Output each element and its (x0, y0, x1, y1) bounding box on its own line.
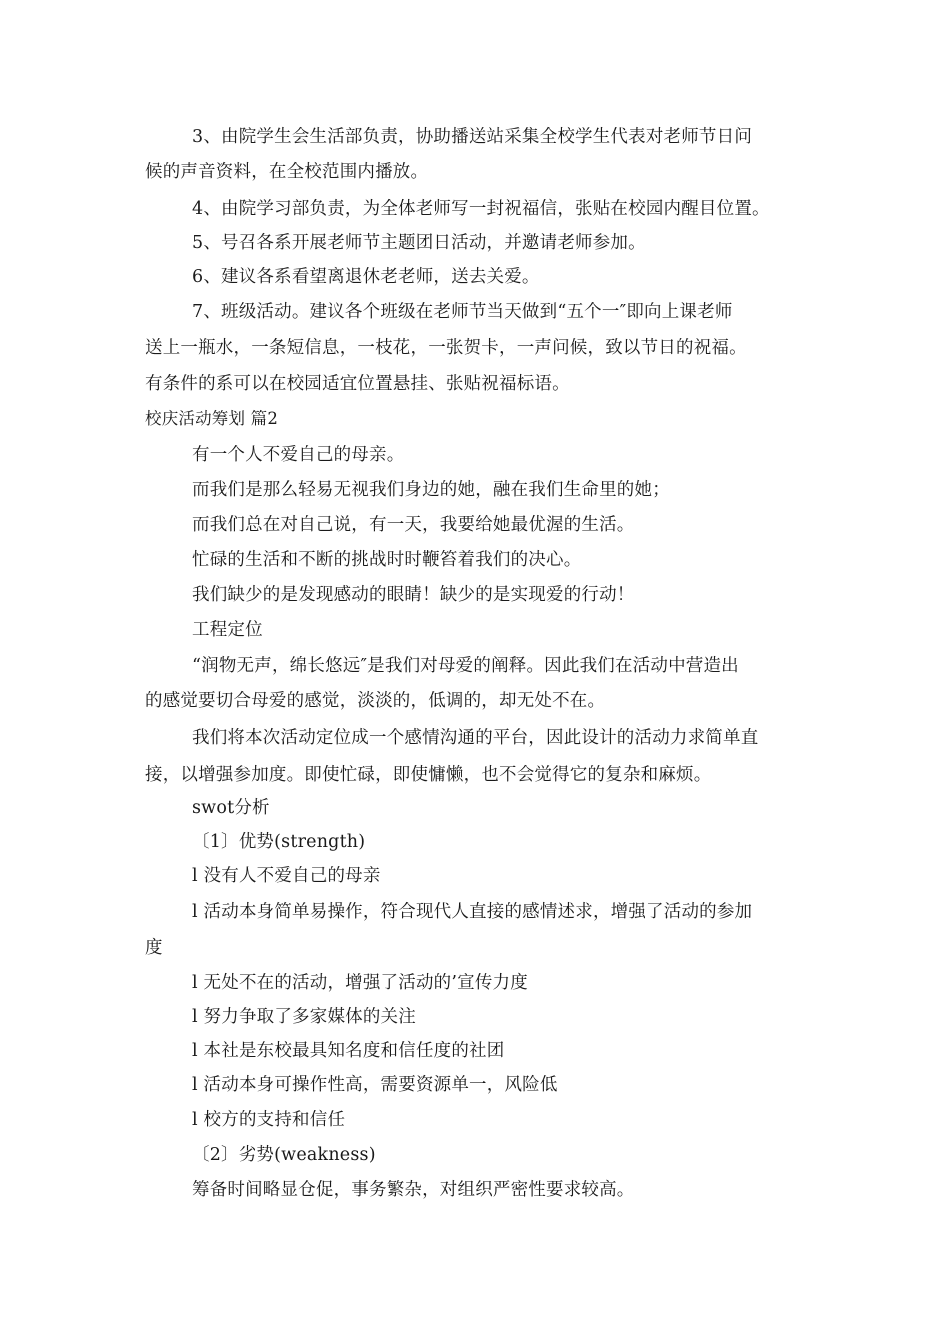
paragraph-line: 而我们总在对自己说，有一天，我要给她最优渥的生活。 (192, 515, 635, 535)
list-item: l 活动本身简单易操作，符合现代人直接的感情述求，增强了活动的参加 (192, 902, 753, 922)
paragraph-line: 我们将本次活动定位成一个感情沟通的平台，因此设计的活动力求简单直 (192, 728, 759, 748)
list-item: l 活动本身可操作性高，需要资源单一，风险低 (192, 1075, 558, 1095)
list-item: l 无处不在的活动，增强了活动的’宣传力度 (192, 973, 528, 993)
paragraph-line: “润物无声，绵长悠远″是我们对母爱的阐释。因此我们在活动中营造出 (192, 656, 739, 676)
paragraph-line: 接，以增强参加度。即使忙碌，即使慵懒，也不会觉得它的复杂和麻烦。 (145, 765, 712, 785)
paragraph-line: 有一个人不爱自己的母亲。 (192, 445, 405, 465)
list-item: l 校方的支持和信任 (192, 1110, 346, 1130)
paragraph-line: 5、号召各系开展老师节主题团日活动，并邀请老师参加。 (192, 233, 646, 253)
paragraph-line: 忙碌的生活和不断的挑战时时鞭笞着我们的决心。 (192, 550, 582, 570)
subsection-heading: 工程定位 (192, 620, 263, 640)
paragraph-line: 送上一瓶水，一条短信息，一枝花，一张贺卡，一声问候，致以节日的祝福。 (145, 338, 747, 358)
paragraph-line: 6、建议各系看望离退休老老师，送去关爱。 (192, 267, 540, 287)
paragraph-line: 4、由院学习部负责，为全体老师写一封祝福信，张贴在校园内醒目位置。 (192, 199, 770, 219)
subsection-heading: swot分析 (192, 798, 270, 818)
paragraph-line: 有条件的系可以在校园适宜位置悬挂、张贴祝福标语。 (145, 374, 570, 394)
list-item: l 本社是东校最具知名度和信任度的社团 (192, 1041, 505, 1061)
list-item-continuation: 度 (145, 938, 163, 958)
list-heading: 〔1〕优势(strength) (192, 832, 366, 852)
paragraph-line: 筹备时间略显仓促，事务繁杂，对组织严密性要求较高。 (192, 1180, 635, 1200)
paragraph-line: 而我们是那么轻易无视我们身边的她，融在我们生命里的她； (192, 480, 670, 500)
list-item: l 没有人不爱自己的母亲 (192, 866, 381, 886)
paragraph-line: 我们缺少的是发现感动的眼睛！缺少的是实现爱的行动！ (192, 585, 635, 605)
list-heading: 〔2〕劣势(weakness) (192, 1145, 376, 1165)
paragraph-line: 3、由院学生会生活部负责，协助播送站采集全校学生代表对老师节日问 (192, 127, 753, 147)
paragraph-line: 的感觉要切合母爱的感觉，淡淡的，低调的，却无处不在。 (145, 691, 606, 711)
list-item: l 努力争取了多家媒体的关注 (192, 1007, 416, 1027)
paragraph-line: 候的声音资料，在全校范围内播放。 (145, 162, 429, 182)
paragraph-line: 7、班级活动。建议各个班级在老师节当天做到“五个一″即向上课老师 (192, 302, 733, 322)
section-heading: 校庆活动筹划 篇2 (145, 409, 279, 428)
